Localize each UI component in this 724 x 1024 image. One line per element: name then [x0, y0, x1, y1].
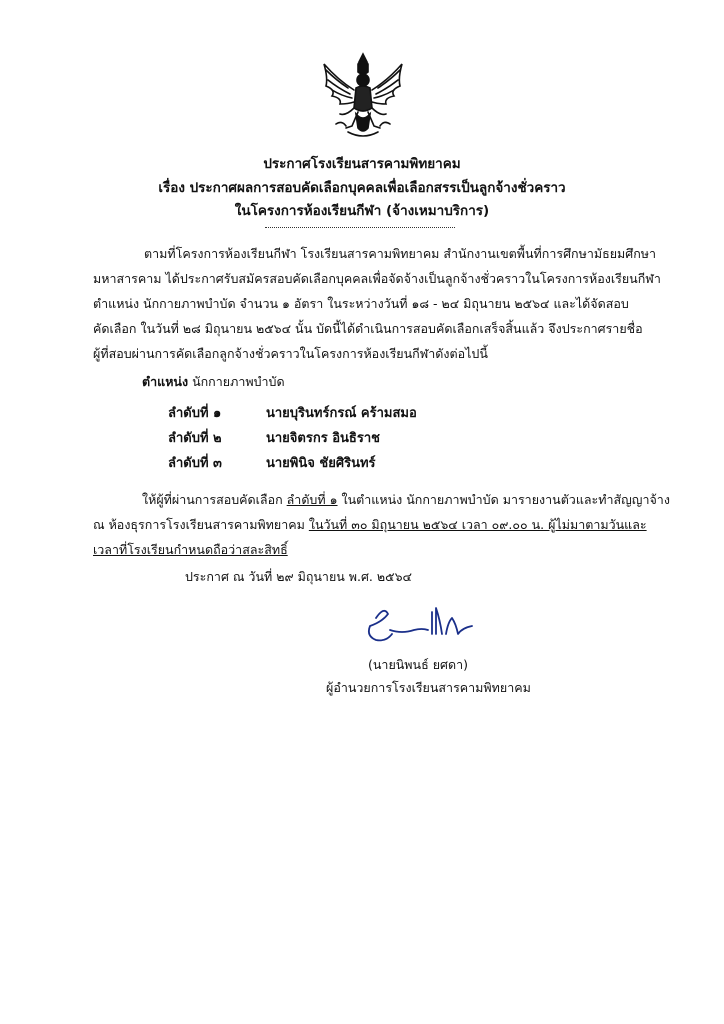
- document-title: ประกาศโรงเรียนสารคามพิทยาคม: [263, 156, 461, 172]
- handwritten-signature: [362, 600, 482, 650]
- garuda-emblem-icon: [318, 50, 408, 142]
- signer-position: ผู้อำนวยการโรงเรียนสารคามพิทยาคม: [326, 680, 531, 695]
- position-label: ตำแหน่ง: [142, 374, 189, 389]
- position-heading: [142, 372, 285, 392]
- rank-label: ลำดับที่ ๒: [168, 431, 222, 446]
- paragraph-line: เวลาที่โรงเรียนกำหนดถือว่าสละสิทธิ์: [93, 542, 288, 557]
- text-span: ณ ห้องธุรการโรงเรียนสารคามพิทยาคม: [93, 517, 309, 532]
- paragraph-line: มหาสารคาม ได้ประกาศรับสมัครสอบคัดเลือกบุคคลเพื่อจัดจ้างเป็นลูกจ้างชั่วคราวในโครงการห้องเรียนกีฬา: [93, 271, 661, 286]
- rank-label: ลำดับที่ ๑: [168, 406, 222, 421]
- rank-label: ลำดับที่ ๓: [168, 456, 222, 471]
- paragraph-line: ตำแหน่ง นักกายภาพบำบัด จำนวน ๑ อัตรา ในระหว่างวันที่ ๑๘ - ๒๔ มิถุนายน ๒๕๖๔ และได้จัดสอบ: [93, 296, 629, 311]
- signer-name: (นายนิพนธ์ ยศดา): [368, 657, 468, 672]
- rank-name: นายพินิจ ชัยศิรินทร์: [266, 456, 376, 471]
- rank-name: นายบุรินทร์กรณ์ คร้ามสมอ: [266, 406, 417, 421]
- document-subject: เรื่อง ประกาศผลการสอบคัดเลือกบุคคลเพื่อเลือกสรรเป็นลูกจ้างชั่วคราว: [158, 180, 566, 196]
- position-value: นักกายภาพบำบัด: [188, 374, 285, 389]
- separator-dots: [265, 227, 455, 228]
- text-span: ในตำแหน่ง นักกายภาพบำบัด มารายงานตัวและทำสัญญาจ้าง: [337, 492, 670, 507]
- underlined-date: ในวันที่ ๓๐ มิถุนายน ๒๕๖๔ เวลา ๐๙.๐๐ น. ผู้ไม่มาตามวันและ: [308, 517, 647, 532]
- underlined-rank: ลำดับที่ ๑: [286, 492, 338, 507]
- paragraph-line: คัดเลือก ในวันที่ ๒๘ มิถุนายน ๒๕๖๔ นั้น บัดนี้ได้ดำเนินการสอบคัดเลือกเสร็จสิ้นแล้ว จึงประกาศรายชื่อ: [93, 321, 643, 336]
- rank-row: [168, 452, 376, 473]
- document-subject-continued: ในโครงการห้องเรียนกีฬา (จ้างเหมาบริการ): [234, 203, 490, 219]
- paragraph-line: ตามที่โครงการห้องเรียนกีฬา โรงเรียนสารคามพิทยาคม สำนักงานเขตพื้นที่การศึกษามัธยมศึกษา: [144, 246, 657, 261]
- rank-name: นายจิตรกร อินธิราช: [266, 431, 380, 446]
- paragraph-line: [93, 515, 647, 535]
- rank-row: [168, 402, 417, 423]
- paragraph-line: [142, 490, 670, 510]
- announce-date: ประกาศ ณ วันที่ ๒๙ มิถุนายน พ.ศ. ๒๕๖๔: [185, 569, 412, 584]
- paragraph-line: ผู้ที่สอบผ่านการคัดเลือกลูกจ้างชั่วคราวในโครงการห้องเรียนกีฬาดังต่อไปนี้: [93, 346, 488, 361]
- text-span: ให้ผู้ที่ผ่านการสอบคัดเลือก: [142, 492, 287, 507]
- rank-row: [168, 427, 380, 448]
